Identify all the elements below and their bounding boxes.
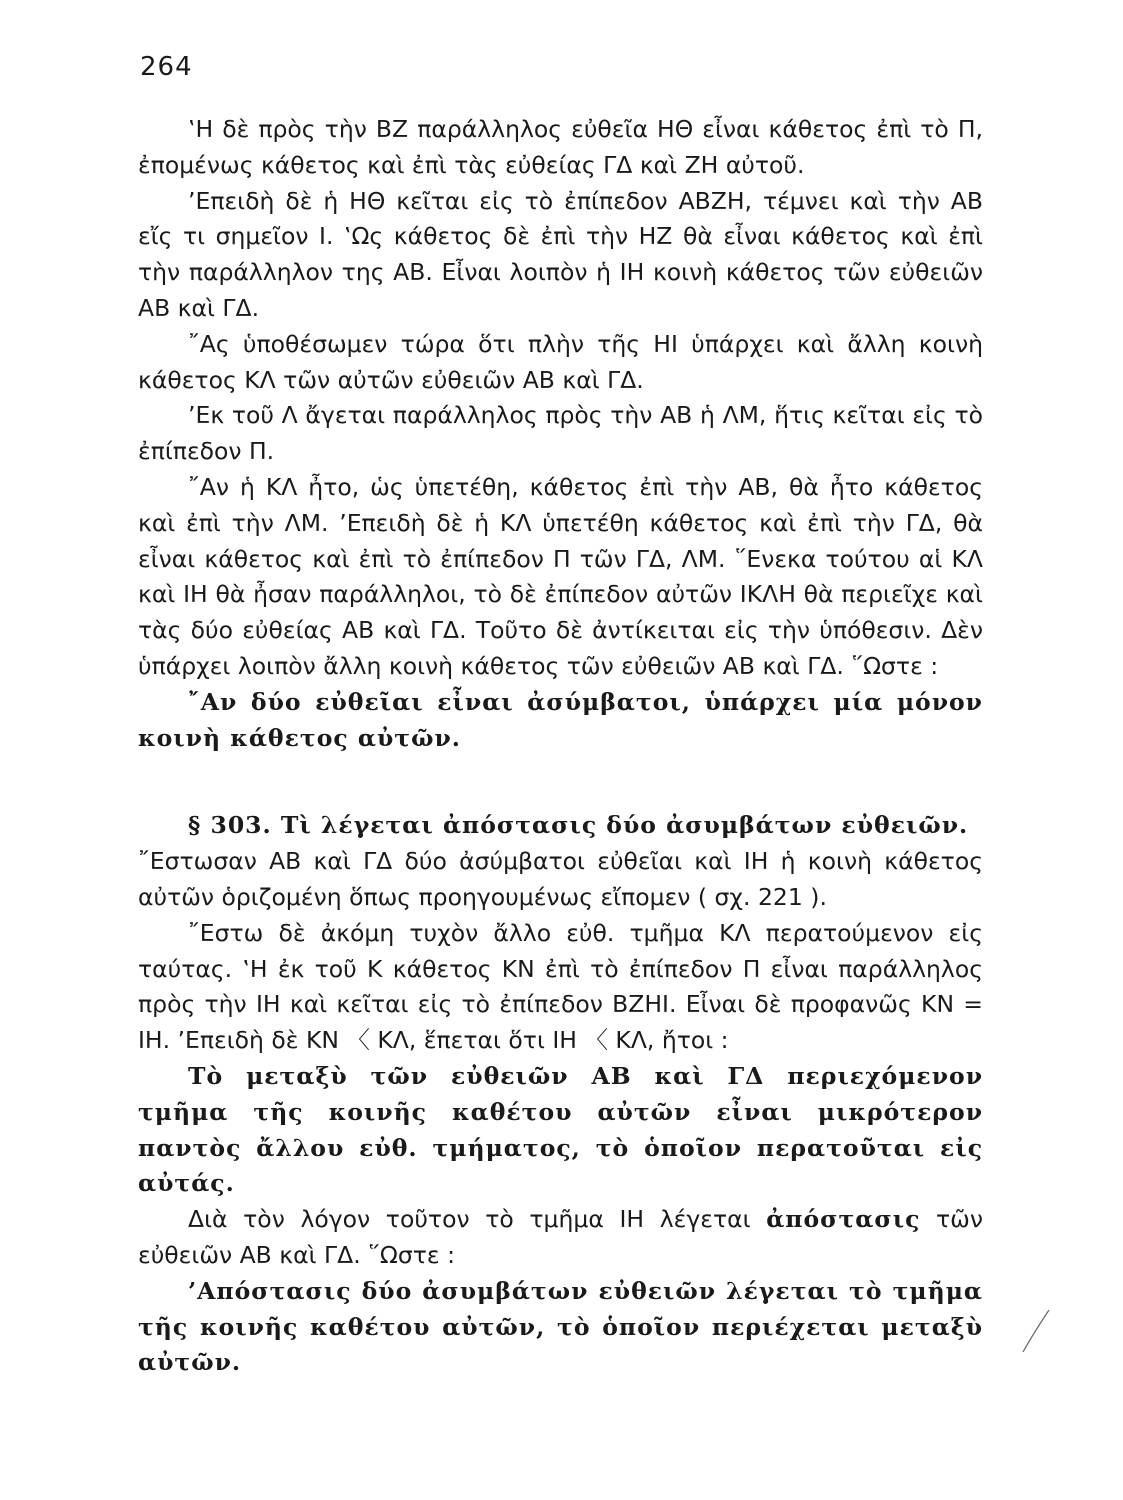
margin-pencil-mark [1013, 1308, 1053, 1358]
paragraph-2: ’Επειδὴ δὲ ἡ ΗΘ κεῖται εἰς τὸ ἐπίπεδον ΑΒΖΗ, τέμνει καὶ τὴν ΑΒ εἴς τι σημεῖον Ι. ‛Ως κάθετος δὲ ἐπὶ τὴν ΗΖ θὰ εἶναι κάθετος καὶ ἐπὶ τὴν παράλληλον της ΑΒ. Εἶναι λοιπὸν ἡ ΙΗ κοινὴ κάθετος τῶν εὐθειῶν ΑΒ καὶ ΓΔ. [138, 186, 983, 322]
definition-statement: ’Απόστασις δύο ἀσυμβάτων εὐθειῶν λέγεται τὸ τμῆμα τῆς κοινῆς καθέτου αὐτῶν, τὸ ὁποῖον περιέχεται μεταξὺ αὐτῶν. [138, 1276, 983, 1377]
paragraph-1: ‛Η δὲ πρὸς τὴν ΒΖ παράλληλος εὐθεῖα ΗΘ εἶναι κάθετος ἐπὶ τὸ Π, ἐπομένως κάθετος καὶ ἐπὶ τὰς εὐθείας ΓΔ καὶ ΖΗ αὐτοῦ. [138, 115, 983, 179]
section-heading: § 303. Τὶ λέγεται ἀπόστασις δύο ἀσυμβάτων εὐθειῶν. [188, 811, 969, 840]
page-number: 264 [140, 52, 193, 82]
paragraph-4: ’Εκ τοῦ Λ ἄγεται παράλληλος πρὸς τὴν ΑΒ ἡ ΛΜ, ἥτις κεῖται εἰς τὸ ἐπίπεδον Π. [138, 401, 983, 466]
paragraph-5: ῎Αν ἡ ΚΛ ἦτο, ὡς ὑπετέθη, κάθετος ἐπὶ τὴν ΑΒ, θὰ ἦτο κάθετος καὶ ἐπὶ τὴν ΛΜ. ’Επειδὴ δὲ ἡ ΚΛ ὑπετέθη κάθετος καὶ ἐπὶ τὴν ΓΔ, θὰ εἶναι κάθετος καὶ ἐπὶ τὸ ἐπίπεδον Π τῶν ΓΔ, ΛΜ. ῞Ενεκα τούτου αἱ ΚΛ καὶ ΙΗ θὰ ἦσαν παράλληλοι, τὸ δὲ ἐπίπεδον αὐτῶν ΙΚΛΗ θὰ περιεῖχε καὶ τὰς δύο εὐθείας ΑΒ καὶ ΓΔ. Τοῦτο δὲ ἀντίκειται εἰς τὴν ὑπόθεσιν. Δὲν ὑπάρχει λοιπὸν ἄλλη κοινὴ κάθετος τῶν εὐθειῶν ΑΒ καὶ ΓΔ. ῞Ωστε : [138, 472, 983, 680]
section-intro: ῎Εστωσαν ΑΒ καὶ ΓΔ δύο ἀσύμβατοι εὐθεῖαι καὶ ΙΗ ἡ κοινὴ κάθετος αὐτῶν ὁριζομένη ὅπως προηγουμένως εἴπομεν ( σχ. 221 ). [138, 847, 983, 911]
term-highlight: ἀπόστασις [766, 1205, 921, 1234]
section-paragraph-2: ῎Εστω δὲ ἀκόμη τυχὸν ἄλλο εὐθ. τμῆμα ΚΛ περατούμενον εἰς ταύτας. ‛Η ἐκ τοῦ Κ κάθετος ΚΝ ἐπὶ τὸ ἐπίπεδον Π εἶναι παράλληλος πρὸς τὴν ΙΗ καὶ κεῖται εἰς τὸ ἐπίπεδον ΒΖΗΙ. Εἶναι δὲ προφανῶς ΚΝ = ΙΗ. ’Επειδὴ δὲ ΚΝ 〈 ΚΛ, ἕπεται ὅτι ΙΗ 〈 ΚΛ, ἤτοι : [138, 918, 983, 1055]
page-body [138, 112, 983, 1381]
theorem-statement: ῎Αν δύο εὐθεῖαι εἶναι ἀσύμβατοι, ὑπάρχει μία μόνον κοινὴ κάθετος αὐτῶν. [138, 687, 983, 752]
paragraph-text: Διὰ τὸν λόγον τοῦτον τὸ τμῆμα ΙΗ λέγεται [188, 1205, 767, 1234]
section-paragraph-3 [138, 1202, 983, 1274]
paragraph-text: τῶν εὐθειῶν ΑΒ καὶ ΓΔ. ῞Ωστε : [138, 1205, 983, 1269]
rule-statement-1: Τὸ μεταξὺ τῶν εὐθειῶν ΑΒ καὶ ΓΔ περιεχόμενον τμῆμα τῆς κοινῆς καθέτου αὐτῶν εἶναι μικρότερον παντὸς ἄλλου εὐθ. τμήματος, τὸ ὁποῖον περατοῦται εἰς αὐτάς. [138, 1061, 983, 1198]
paragraph-3: ῎Ας ὑποθέσωμεν τώρα ὅτι πλὴν τῆς ΗΙ ὑπάρχει καὶ ἄλλη κοινὴ κάθετος ΚΛ τῶν αὐτῶν εὐθειῶν ΑΒ καὶ ΓΔ. [138, 329, 983, 394]
